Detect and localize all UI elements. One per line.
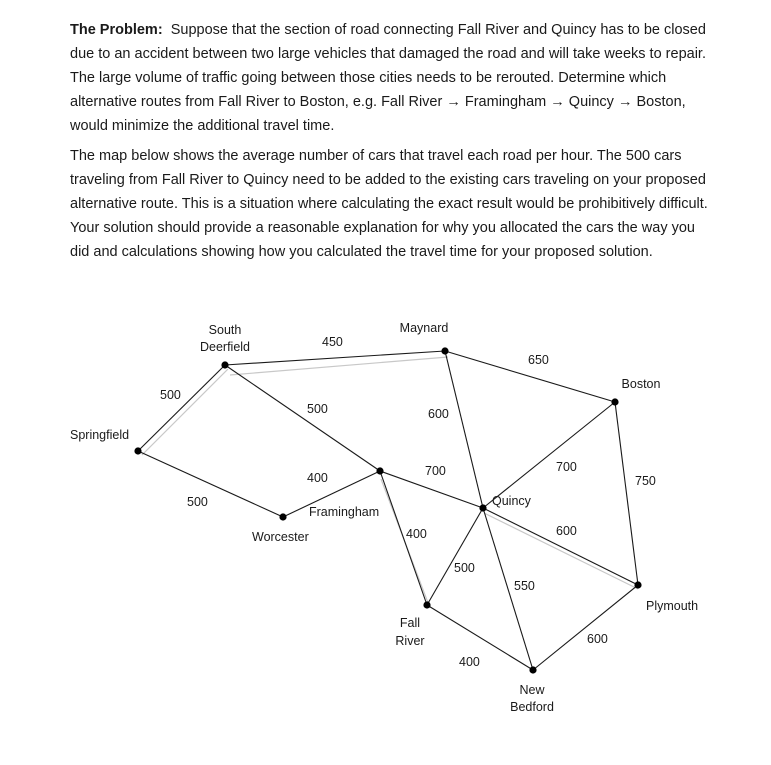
volume-maynard-boston: 650: [528, 353, 549, 367]
road-quincy-boston: [483, 402, 615, 508]
label-plymouth: Plymouth: [646, 599, 699, 613]
road-quincy-plymouth: [483, 508, 638, 585]
node-boston: [611, 398, 618, 405]
volume-framingham-quincy: 700: [425, 464, 446, 478]
road-southdeerfield-maynard: [225, 351, 445, 365]
shadow-southdeerfield-maynard: [230, 357, 448, 375]
paragraph-2: The map below shows the average number of cars that travel each road per hour. The 500 cars traveling from Fall River to Quincy need to be added to the existing cars traveling on your proposed alternative route. This is a situation where calculating the exact result would be prohibitively difficult. Your solution should provide a reasonable explanation for why you allocated the cars the way you did and calculations showing how you calculated the travel time for your proposed solution.: [70, 148, 708, 260]
volume-newbedford-plymouth: 600: [587, 632, 608, 646]
volume-southdeerfield-maynard: 450: [322, 335, 343, 349]
volume-boston-plymouth: 750: [635, 474, 656, 488]
node-framingham: [376, 467, 383, 474]
problem-heading: The Problem:: [70, 22, 163, 38]
label-south-deerfield-line2: Deerfield: [199, 340, 251, 354]
road-springfield-worcester: [138, 451, 283, 517]
node-quincy: [479, 504, 486, 511]
road-shadows: [142, 357, 638, 608]
node-south-deerfield: [221, 361, 228, 368]
road-southdeerfield-framingham: [225, 365, 380, 471]
road-quincy-fallriver: [427, 508, 483, 605]
volume-springfield-worcester: 500: [187, 495, 208, 509]
node-maynard: [441, 347, 448, 354]
node-fall-river: [423, 601, 430, 608]
label-quincy: Quincy: [492, 494, 531, 508]
road-maynard-quincy: [445, 351, 483, 508]
city-nodes: [134, 347, 641, 673]
node-new-bedford: [529, 666, 536, 673]
road-boston-plymouth: [615, 402, 638, 585]
label-fall-river-line1: Fall: [399, 616, 421, 630]
paragraph-1-text: Suppose that the section of road connecting Fall River and Quincy has to be closed due to an accident between two large vehicles that damaged the road and will take weeks to repair. The large volume of traffic going between those cities needs to be rerouted. Determine which alternative routes from Fall River to Boston, e.g. Fall River → Framingham → Quincy → Boston, would minimize the additional travel time.: [70, 22, 706, 134]
shadow-springfield-southdeerfield: [142, 369, 228, 455]
label-maynard: Maynard: [399, 321, 449, 335]
label-boston: Boston: [621, 377, 661, 391]
label-framingham: Framingham: [309, 505, 380, 519]
road-springfield-southdeerfield: [138, 365, 225, 451]
label-new-bedford-line1: New: [519, 683, 545, 697]
volume-quincy-newbedford: 550: [514, 579, 535, 593]
label-worcester: Worcester: [252, 530, 309, 544]
volume-fallriver-newbedford: 400: [459, 655, 480, 669]
volume-maynard-quincy: 600: [428, 407, 449, 421]
roads: [138, 351, 638, 670]
label-new-bedford-line2: Bedford: [510, 700, 554, 714]
node-plymouth: [634, 581, 641, 588]
volume-southdeerfield-framingham: 500: [307, 402, 328, 416]
road-fallriver-newbedford: [427, 605, 533, 670]
volume-springfield-southdeerfield: 500: [160, 388, 181, 402]
node-worcester: [279, 513, 286, 520]
volume-quincy-boston: 700: [556, 460, 577, 474]
volume-framingham-fallriver: 400: [406, 527, 427, 541]
volume-quincy-fallriver: 500: [454, 561, 475, 575]
road-newbedford-plymouth: [533, 585, 638, 670]
volume-worcester-framingham: 400: [307, 471, 328, 485]
volume-quincy-plymouth: 600: [556, 524, 577, 538]
label-springfield: Springfield: [70, 428, 130, 442]
label-south-deerfield-line1: South: [208, 323, 242, 337]
label-fall-river-line2: River: [395, 634, 425, 648]
node-springfield: [134, 447, 141, 454]
